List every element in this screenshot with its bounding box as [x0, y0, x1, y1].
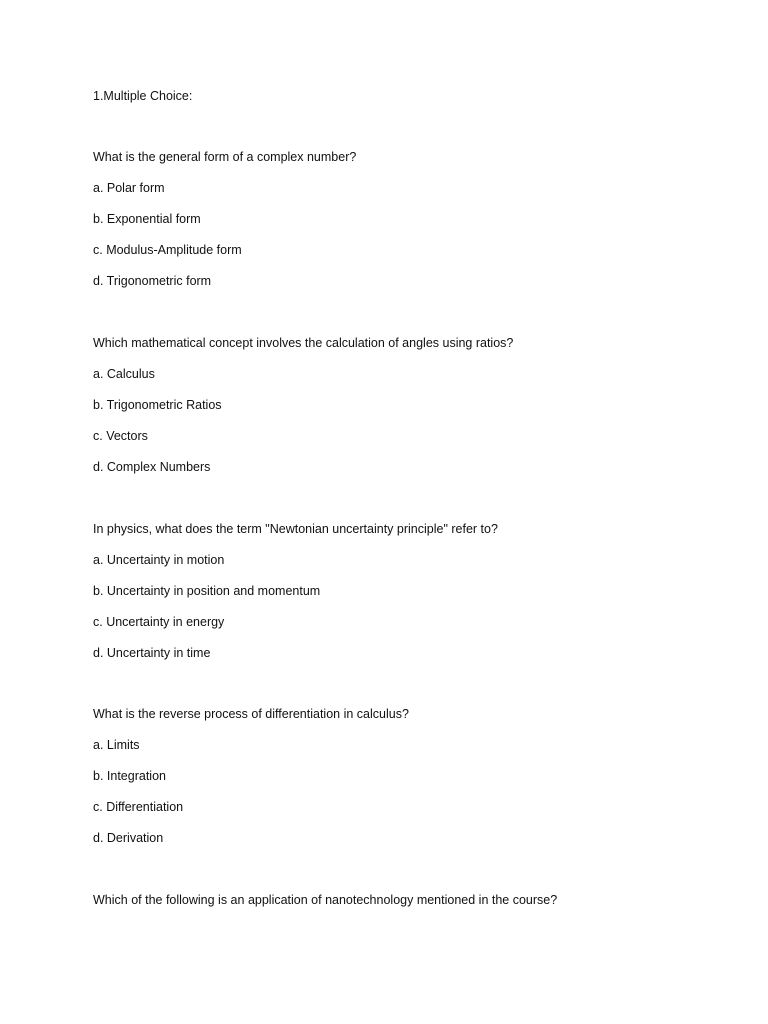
question-4-option-b: b. Integration	[93, 769, 166, 783]
question-4-option-c: c. Differentiation	[93, 800, 184, 814]
question-3-option-d: d. Uncertainty in time	[93, 646, 211, 660]
question-3-text: In physics, what does the term "Newtonian uncertainty principle" refer to?	[93, 522, 498, 536]
question-1-option-d: d. Trigonometric form	[93, 274, 212, 288]
question-4-option-a: a. Limits	[93, 738, 140, 752]
question-1-option-c: c. Modulus-Amplitude form	[93, 243, 242, 257]
question-5-text: Which of the following is an application of nanotechnology mentioned in the course?	[93, 893, 558, 907]
question-3-option-b: b. Uncertainty in position and momentum	[93, 584, 321, 598]
question-1-text: What is the general form of a complex number?	[93, 150, 357, 164]
question-2-text: Which mathematical concept involves the calculation of angles using ratios?	[93, 336, 514, 350]
question-3-option-c: c. Uncertainty in energy	[93, 615, 225, 629]
question-1-option-a: a. Polar form	[93, 181, 165, 195]
question-1-option-b: b. Exponential form	[93, 212, 201, 226]
question-3-option-a: a. Uncertainty in motion	[93, 553, 225, 567]
question-2-option-d: d. Complex Numbers	[93, 460, 211, 474]
section-title: 1.Multiple Choice:	[93, 89, 193, 103]
question-4-option-d: d. Derivation	[93, 831, 164, 845]
question-2-option-c: c. Vectors	[93, 429, 148, 443]
question-2-option-a: a. Calculus	[93, 367, 155, 381]
question-2-option-b: b. Trigonometric Ratios	[93, 398, 222, 412]
question-4-text: What is the reverse process of differentiation in calculus?	[93, 707, 409, 721]
